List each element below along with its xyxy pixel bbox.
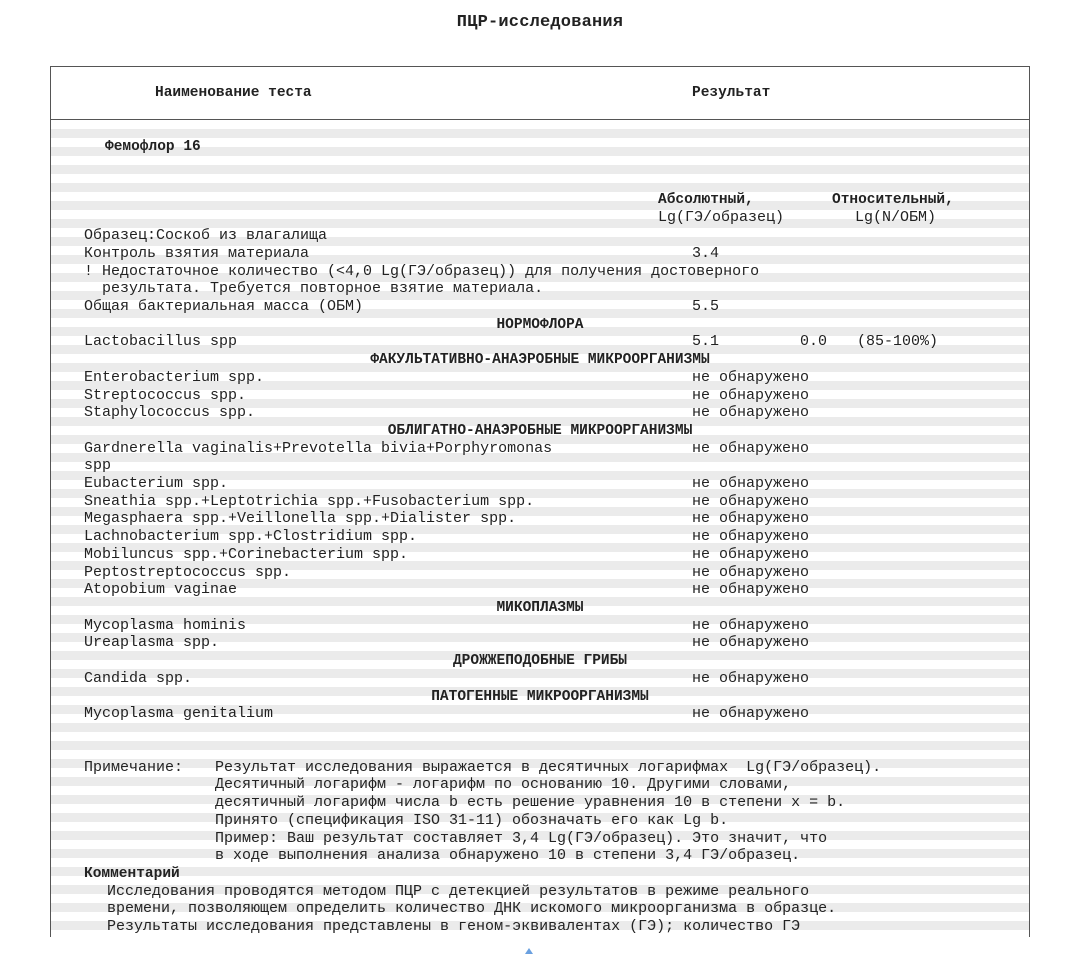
test-name: Gardnerella vaginalis+Prevotella bivia+Porphyromonas — [84, 440, 553, 457]
page-title: ПЦР-исследования — [456, 13, 624, 32]
test-name: Eubacterium spp. — [84, 475, 229, 492]
results-table — [50, 66, 1030, 937]
note-line: Принято (спецификация ISO 31-11) обозначать его как Lg b. — [215, 812, 729, 829]
test-result: не обнаружено — [692, 546, 810, 563]
section-yeast: ДРОЖЖЕПОДОБНЫЕ ГРИБЫ — [452, 653, 628, 669]
control-name: Контроль взятия материала — [84, 245, 310, 262]
test-name: Candida spp. — [84, 670, 193, 687]
section-normoflora: НОРМОФЛОРА — [496, 317, 584, 333]
test-result: не обнаружено — [692, 440, 810, 457]
abs-header: Абсолютный, — [658, 192, 754, 208]
scroll-caret-icon[interactable] — [525, 948, 533, 954]
note-line: Пример: Ваш результат составляет 3,4 Lg(ГЭ/образец). Это значит, что — [215, 830, 828, 847]
test-result: не обнаружено — [692, 564, 810, 581]
comment-line: Результаты исследования представлены в геном-эквивалентах (ГЭ); количество ГЭ — [107, 918, 801, 935]
abs-unit: Lg(ГЭ/образец) — [658, 209, 785, 226]
lacto-rel: 0.0 — [800, 333, 828, 350]
rel-header: Относительный, — [832, 192, 954, 208]
obm-name: Общая бактериальная масса (ОБМ) — [84, 298, 364, 315]
section-mycoplasma: МИКОПЛАЗМЫ — [496, 600, 584, 616]
panel-name: Фемофлор 16 — [105, 139, 201, 155]
test-name: Staphylococcus spp. — [84, 404, 256, 421]
test-result: не обнаружено — [692, 705, 810, 722]
lacto-range: (85-100%) — [857, 333, 939, 350]
test-name: Mycoplasma hominis — [84, 617, 247, 634]
note-line: в ходе выполнения анализа обнаружено 10 в степени 3,4 ГЭ/образец. — [215, 847, 801, 864]
warning-line-1: ! Недостаточное количество (<4,0 Lg(ГЭ/образец)) для получения достоверного — [84, 263, 760, 280]
note-line: десятичный логарифм числа b есть решение уравнения 10 в степени x = b. — [215, 794, 846, 811]
test-name: Streptococcus spp. — [84, 387, 247, 404]
column-header-test: Наименование теста — [155, 85, 312, 101]
comment-line: Исследования проводятся методом ПЦР с детекцией результатов в режиме реального — [107, 883, 810, 900]
test-name: Sneathia spp.+Leptotrichia spp.+Fusobacterium spp. — [84, 493, 535, 510]
test-result: не обнаружено — [692, 510, 810, 527]
column-header-result: Результат — [692, 85, 771, 101]
section-facultative: ФАКУЛЬТАТИВНО-АНАЭРОБНЫЕ МИКРООРГАНИЗМЫ — [370, 352, 710, 368]
test-result: не обнаружено — [692, 475, 810, 492]
section-obligate: ОБЛИГАТНО-АНАЭРОБНЫЕ МИКРООРГАНИЗМЫ — [387, 423, 693, 439]
control-value: 3.4 — [692, 245, 720, 262]
test-result: не обнаружено — [692, 369, 810, 386]
comment-line: времени, позволяющем определить количество ДНК искомого микроорганизма в образце. — [107, 900, 837, 917]
table-body — [51, 120, 1029, 937]
test-result: не обнаружено — [692, 634, 810, 651]
section-pathogenic: ПАТОГЕННЫЕ МИКРООРГАНИЗМЫ — [431, 689, 649, 705]
test-result: не обнаружено — [692, 387, 810, 404]
test-name: Mobiluncus spp.+Corinebacterium spp. — [84, 546, 409, 563]
obm-value: 5.5 — [692, 298, 720, 315]
table-header — [51, 67, 1029, 120]
lacto-abs: 5.1 — [692, 333, 720, 350]
test-name: Ureaplasma spp. — [84, 634, 220, 651]
note-line: Десятичный логарифм - логарифм по основанию 10. Другими словами, — [215, 776, 792, 793]
test-result: не обнаружено — [692, 670, 810, 687]
test-result: не обнаружено — [692, 404, 810, 421]
rel-unit: Lg(N/ОБМ) — [855, 209, 937, 226]
comment-label: Комментарий — [84, 866, 180, 882]
warning-line-2: результата. Требуется повторное взятие материала. — [102, 280, 544, 297]
note-label: Примечание: — [84, 759, 184, 776]
test-result: не обнаружено — [692, 581, 810, 598]
test-name: Atopobium vaginae — [84, 581, 238, 598]
test-name: Lachnobacterium spp.+Clostridium spp. — [84, 528, 418, 545]
test-name-cont: spp — [84, 457, 112, 474]
sample-type: Образец:Соскоб из влагалища — [84, 227, 328, 244]
note-line: Результат исследования выражается в десятичных логарифмах Lg(ГЭ/образец). — [215, 759, 882, 776]
lacto-name: Lactobacillus spp — [84, 333, 238, 350]
test-result: не обнаружено — [692, 617, 810, 634]
test-name: Megasphaera spp.+Veillonella spp.+Dialister spp. — [84, 510, 517, 527]
test-result: не обнаружено — [692, 493, 810, 510]
test-name: Enterobacterium spp. — [84, 369, 265, 386]
test-result: не обнаружено — [692, 528, 810, 545]
test-name: Mycoplasma genitalium — [84, 705, 274, 722]
test-name: Peptostreptococcus spp. — [84, 564, 292, 581]
